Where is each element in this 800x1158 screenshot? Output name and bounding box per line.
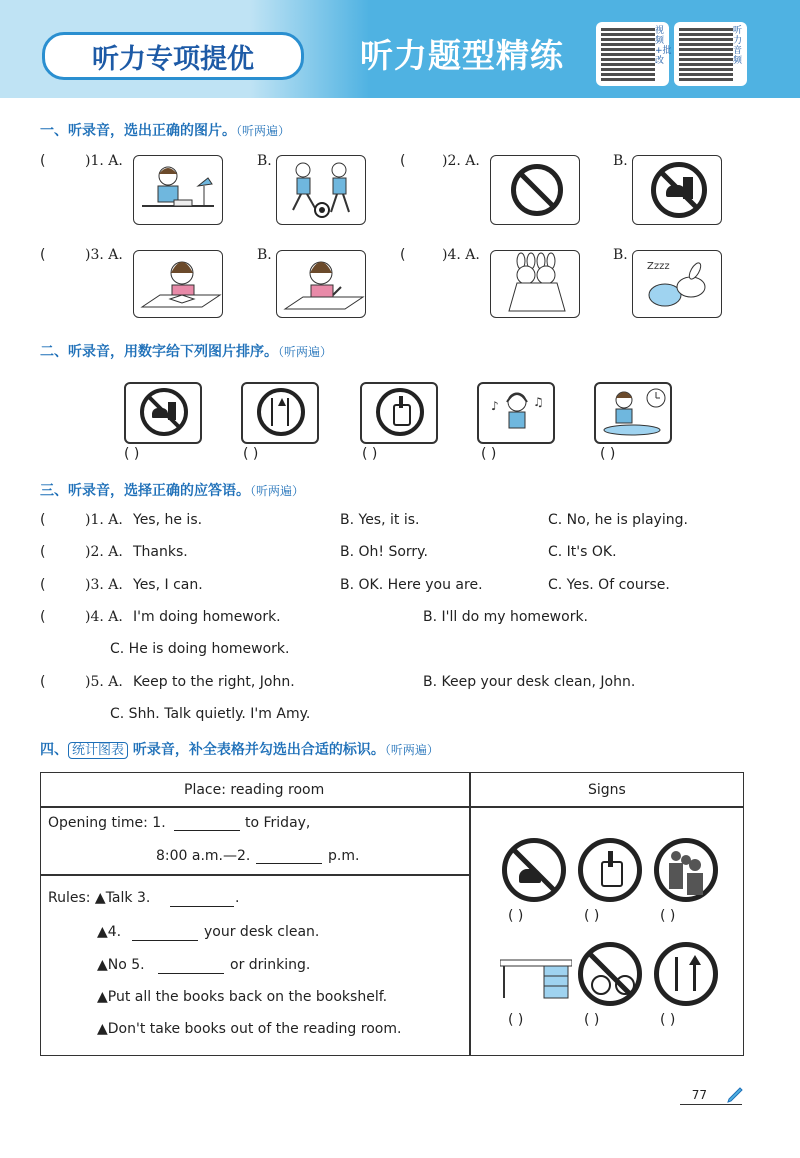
quiet-sign-icon[interactable] bbox=[578, 838, 642, 902]
qr-code-video[interactable] bbox=[596, 22, 672, 86]
table-divider bbox=[469, 772, 471, 1056]
option-b-label: B. bbox=[613, 247, 628, 263]
q1-number: )1. A. bbox=[85, 512, 123, 528]
no-bicycle-sign-icon[interactable] bbox=[578, 942, 642, 1006]
answer-paren: ( bbox=[40, 609, 46, 625]
q2-option-a: Thanks. bbox=[133, 544, 188, 560]
sign-boy-music[interactable] bbox=[477, 382, 555, 444]
boy-desk-icon bbox=[134, 156, 222, 224]
keep-right-sign-icon[interactable] bbox=[654, 942, 718, 1006]
table-header-signs: Signs bbox=[588, 782, 626, 798]
rules-end: . bbox=[235, 890, 240, 906]
order-blank[interactable]: ( ) bbox=[481, 446, 497, 462]
people-queue-sign-icon[interactable] bbox=[654, 838, 718, 902]
blank-4[interactable] bbox=[132, 940, 198, 941]
q4-option-b: B. I'll do my homework. bbox=[423, 609, 589, 625]
picture-boys-football[interactable] bbox=[276, 155, 366, 225]
q2-number: )2. A. bbox=[442, 153, 480, 169]
q2-number: )2. A. bbox=[85, 544, 123, 560]
q3-option-c: C. Yes. Of course. bbox=[548, 577, 670, 593]
girl-writing-icon bbox=[277, 251, 365, 317]
answer-paren: ( bbox=[40, 544, 46, 560]
time-start: 8:00 a.m.—2. bbox=[156, 848, 251, 864]
q2-option-c: C. It's OK. bbox=[548, 544, 617, 560]
table-divider bbox=[40, 874, 470, 876]
opening-end: to Friday, bbox=[245, 815, 311, 831]
rule5-label: ▲No 5. bbox=[97, 957, 145, 973]
order-blank[interactable]: ( ) bbox=[600, 446, 616, 462]
q3-number: )3. A. bbox=[85, 577, 123, 593]
desk-icon[interactable] bbox=[500, 950, 572, 1000]
sign-check-blank[interactable]: ( ) bbox=[508, 908, 524, 924]
sign-check-blank[interactable]: ( ) bbox=[584, 908, 600, 924]
section3-heading: 三、听录音，选择正确的应答语。（听两遍） bbox=[40, 483, 305, 499]
qr-code-audio[interactable] bbox=[674, 22, 747, 86]
answer-paren: ( bbox=[40, 674, 46, 690]
q4-number: )4. A. bbox=[442, 247, 480, 263]
sign-no-eating-drinking[interactable] bbox=[124, 382, 202, 444]
sign-check-blank[interactable]: ( ) bbox=[660, 1012, 676, 1028]
pencil-icon bbox=[726, 1086, 744, 1104]
qr-pattern-icon bbox=[679, 27, 733, 81]
rule4-end: your desk clean. bbox=[204, 924, 320, 940]
sign-be-quiet[interactable] bbox=[360, 382, 438, 444]
page-number: 77 bbox=[691, 1088, 707, 1102]
sleeping-toys-icon bbox=[633, 251, 721, 317]
answer-paren: ( bbox=[400, 247, 406, 263]
answer-paren: ( bbox=[40, 577, 46, 593]
q4-number: )4. A. bbox=[85, 609, 123, 625]
answer-paren: ( bbox=[40, 247, 46, 263]
sign-keep-right[interactable] bbox=[241, 382, 319, 444]
no-eating-drinking-icon bbox=[651, 162, 707, 218]
section1-heading: 一、听录音，选出正确的图片。（听两遍） bbox=[40, 123, 291, 139]
q1-option-a: Yes, he is. bbox=[133, 512, 203, 528]
picture-girl-reading[interactable] bbox=[133, 250, 223, 318]
option-b-label: B. bbox=[257, 247, 272, 263]
no-food-sign-icon[interactable] bbox=[502, 838, 566, 902]
girl-reading-icon bbox=[134, 251, 222, 317]
rule5-end: or drinking. bbox=[230, 957, 311, 973]
table-divider bbox=[40, 806, 744, 808]
boy-headphones-icon bbox=[479, 384, 553, 442]
boy-eating-icon bbox=[596, 384, 670, 442]
q5-option-a: Keep to the right, John. bbox=[133, 674, 295, 690]
opening-label: Opening time: 1. bbox=[48, 815, 166, 831]
svg-text:♪: ♪ bbox=[491, 399, 499, 413]
picture-no-eating-sign[interactable] bbox=[632, 155, 722, 225]
answer-paren: ( bbox=[400, 153, 406, 169]
q4-option-a: I'm doing homework. bbox=[133, 609, 281, 625]
q1-number: )1. A. bbox=[85, 153, 123, 169]
rule4-label: ▲4. bbox=[97, 924, 122, 940]
keep-right-arrow-icon bbox=[257, 388, 305, 436]
sign-boy-eating[interactable] bbox=[594, 382, 672, 444]
q1-option-b: B. Yes, it is. bbox=[340, 512, 420, 528]
order-blank[interactable]: ( ) bbox=[124, 446, 140, 462]
qr-label: 听力音频 bbox=[733, 26, 743, 66]
category-tag: 统计图表 bbox=[68, 742, 128, 759]
q5-number: )5. A. bbox=[85, 674, 123, 690]
rabbit-puppets-icon bbox=[491, 251, 579, 317]
blank-3[interactable] bbox=[170, 906, 234, 907]
picture-sleeping-toys[interactable] bbox=[632, 250, 722, 318]
sign-check-blank[interactable]: ( ) bbox=[508, 1012, 524, 1028]
option-b-label: B. bbox=[613, 153, 628, 169]
order-blank[interactable]: ( ) bbox=[362, 446, 378, 462]
blank-2[interactable] bbox=[256, 863, 322, 864]
rule7: ▲Don't take books out of the reading room. bbox=[97, 1021, 402, 1037]
section4-heading: 四、 统计图表 听录音，补全表格并勾选出合适的标识。（听两遍） bbox=[40, 742, 439, 758]
order-blank[interactable]: ( ) bbox=[243, 446, 259, 462]
page-title: 听力题型精练 bbox=[360, 36, 564, 75]
section2-heading: 二、听录音，用数字给下列图片排序。（听两遍） bbox=[40, 344, 333, 360]
answer-paren: ( bbox=[40, 153, 46, 169]
blank-5[interactable] bbox=[158, 973, 224, 974]
sign-check-blank[interactable]: ( ) bbox=[584, 1012, 600, 1028]
answer-paren: ( bbox=[40, 512, 46, 528]
q2-option-b: B. Oh! Sorry. bbox=[340, 544, 428, 560]
no-food-icon bbox=[511, 164, 563, 216]
no-eating-icon bbox=[140, 388, 188, 436]
q3-number: )3. A. bbox=[85, 247, 123, 263]
rule6: ▲Put all the books back on the bookshelf. bbox=[97, 989, 388, 1005]
q3-option-b: B. OK. Here you are. bbox=[340, 577, 483, 593]
quiet-finger-icon bbox=[376, 388, 424, 436]
qr-pattern-icon bbox=[601, 27, 655, 81]
picture-boy-homework[interactable] bbox=[133, 155, 223, 225]
q4-option-c: C. He is doing homework. bbox=[110, 641, 290, 657]
option-b-label: B. bbox=[257, 153, 272, 169]
time-end: p.m. bbox=[328, 848, 360, 864]
football-players-icon bbox=[277, 156, 365, 224]
picture-no-food-sign[interactable] bbox=[490, 155, 580, 225]
q3-option-a: Yes, I can. bbox=[133, 577, 203, 593]
page-number-underline bbox=[680, 1104, 742, 1105]
q1-option-c: C. No, he is playing. bbox=[548, 512, 688, 528]
rules-label: Rules: ▲Talk 3. bbox=[48, 890, 151, 906]
qr-label: 视频+批改 bbox=[655, 26, 672, 66]
section-badge: 听力专项提优 bbox=[42, 32, 304, 80]
zzz-text: Zzzz bbox=[647, 261, 670, 272]
picture-girl-writing[interactable] bbox=[276, 250, 366, 318]
sign-check-blank[interactable]: ( ) bbox=[660, 908, 676, 924]
picture-rabbit-puppets[interactable] bbox=[490, 250, 580, 318]
table-header-place: Place: reading room bbox=[184, 782, 325, 798]
q5-option-b: B. Keep your desk clean, John. bbox=[423, 674, 636, 690]
svg-text:♫: ♫ bbox=[533, 395, 544, 409]
q5-option-c: C. Shh. Talk quietly. I'm Amy. bbox=[110, 706, 311, 722]
blank-1[interactable] bbox=[174, 830, 240, 831]
